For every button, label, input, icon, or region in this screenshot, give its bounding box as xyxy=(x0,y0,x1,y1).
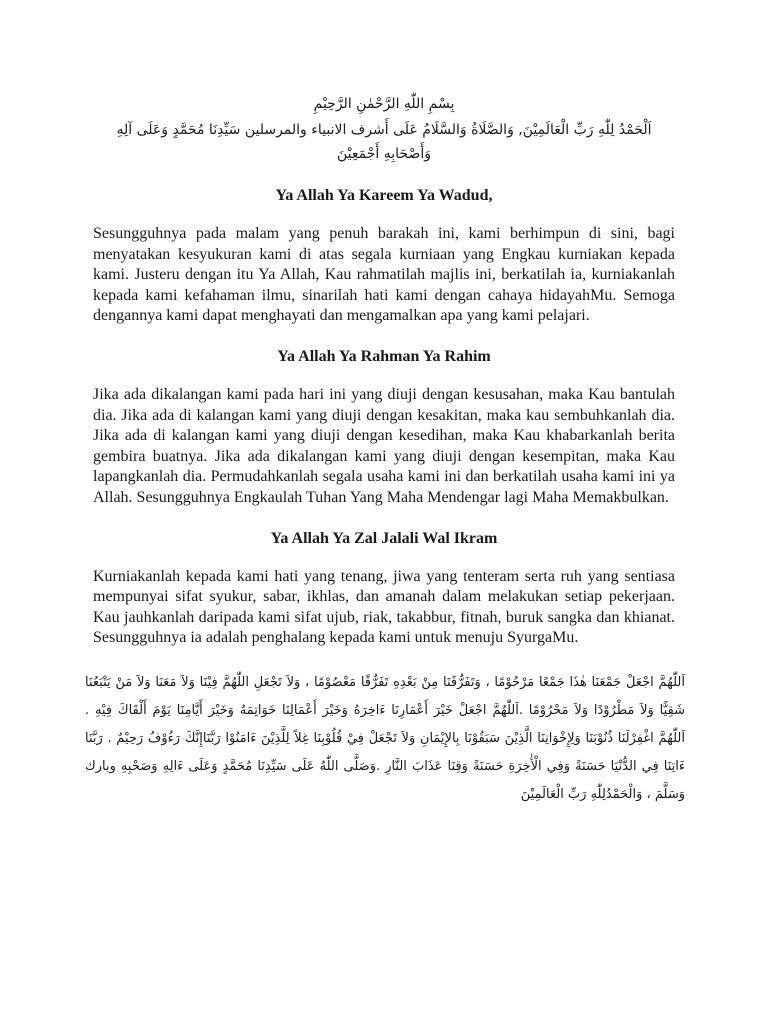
basmala: بِسْمِ اللّٰهِ الرَّحْمٰنِ الرَّحِيْمِ xyxy=(313,96,455,112)
document-page xyxy=(85,92,685,809)
section-paragraph: Kurniakanlah kepada kami hati yang tenang, jiwa yang tenteram serta ruh yang sentiasa mempunyai sifat syukur, sabar, ikhlas, dan amanah dalam melakukan setiap pekerjaan. Kau jauhkanlah daripada kami sifat ujub, riak, takabbur, fitnah, buruk sangka dan khianat. Sesungguhnya ia adalah penghalang kepada kami untuk menuju SyurgaMu. xyxy=(93,567,675,647)
section-heading: Ya Allah Ya Zal Jalali Wal Ikram xyxy=(270,529,498,547)
section-paragraph: Sesungguhnya pada malam yang penuh barakah ini, kami berhimpun di sini, bagi menyatakan kesyukuran kami di atas segala kurniaan yang Engkau kurniakan kepada kami. Justeru dengan itu Ya Allah, Kau rahmatilah majlis ini, berkatilah ia, kurniakanlah kepada kami kefahaman ilmu, sinarilah hati kami dengan cahaya hidayahMu. Semoga dengannya kami dapat menghayati dan mengamalkan apa yang kami pelajari. xyxy=(93,225,675,325)
opening-praise: اَلْحَمْدُ لِلّٰهِ رَبِّ الْعَالَمِيْنَ, وَالصَّلَاةُ وَالسَّلَامُ عَلَى أَشرف الانبياء والمرسلين سَيِّدِنَا مُحَمَّدٍ وَعَلَى آلِهِ وَأَصْحَابِهِ أَجْمَعِيْنَ xyxy=(116,122,652,162)
section-paragraph: Jika ada dikalangan kami pada hari ini yang diuji dengan kesusahan, maka Kau bantulah dia. Jika ada di kalangan kami yang diuji dengan kesakitan, maka kau sembuhkanlah dia. Jika ada di kalangan kami yang diuji dengan kesedihan, maka Kau khabarkanlah berita gembira buatnya. Jika ada dikalangan kami yang diuji dengan kesempitan, maka Kau lapangkanlah dia. Permudahkanlah segala usaha kami ini dan berkatilah usaha kami ini ya Allah. Sesungguhnya Engkaulah Tuhan Yang Maha Mendengar lagi Maha Memakbulkan. xyxy=(93,385,675,506)
section-heading: Ya Allah Ya Rahman Ya Rahim xyxy=(277,347,491,365)
closing-prayer: اَللّٰهُمَّ اجْعَلْ جَمْعَنَا هٰذَا جَمْعًا مَرْحُوْمًا ، وَتَفَرُّقَنَا مِنْ بَعْدِهِ تَفَرُّقًا مَعْصُوْمًا ، وَلاَ تَجْعَلِ اللّٰهُمَّ فِيْنَا وَلاَ مَعَنَا وَلاَ مَنْ يَتْبَعُنَا شَقِيًّا وَلاَ مَطْرُوْدًا وَلاَ مَحْرُوْمًا .اَللّٰهُمَّ اجْعَلْ خَيْرَ أَعْمَارِنَا ءَاخِرَهُ وَخَيْرَ أَعْمَالِنَا خَوَاتِمَهُ وَخَيْرَ أَيَّامِنَا يَوْمَ أَلْقَاكَ فِيْهِ . اَللّٰهُمَّ اغْفِرْلَنَا ذُنُوْبَنَا وَلِإِخْوَانِنَا الَّذِيْنَ سَبَقُوْنَا بِالإِيْمَانِ وَلاَ تَجْعَلْ فِيْ قُلُوْبِنَا غِلاً لِلَّذِيْنَ ءَامَنُوْا رَبَّنَاإِنَّكَ رَءُوْفٌ رَحِيْمٌ . رَبَّنَا ءَاتِنَا فِي الدُّنْيَا حَسَنَةً وَفِي الْأٰخِرَةِ حَسَنَةً وَقِنَا عَذَابَ النَّارِ .وَصَلَّى اللّٰهُ عَلَى سَيِّدِنَا مُحَمَّدٍ وَعَلَى ءَالِهِ وَصَحْبِهِ وبارك وَسَلَّمَ ، وَالْحَمْدُلِلّٰهِ رَبِّ الْعَالَمِيْنَ xyxy=(85,674,685,802)
section-heading: Ya Allah Ya Kareem Ya Wadud, xyxy=(275,187,493,204)
